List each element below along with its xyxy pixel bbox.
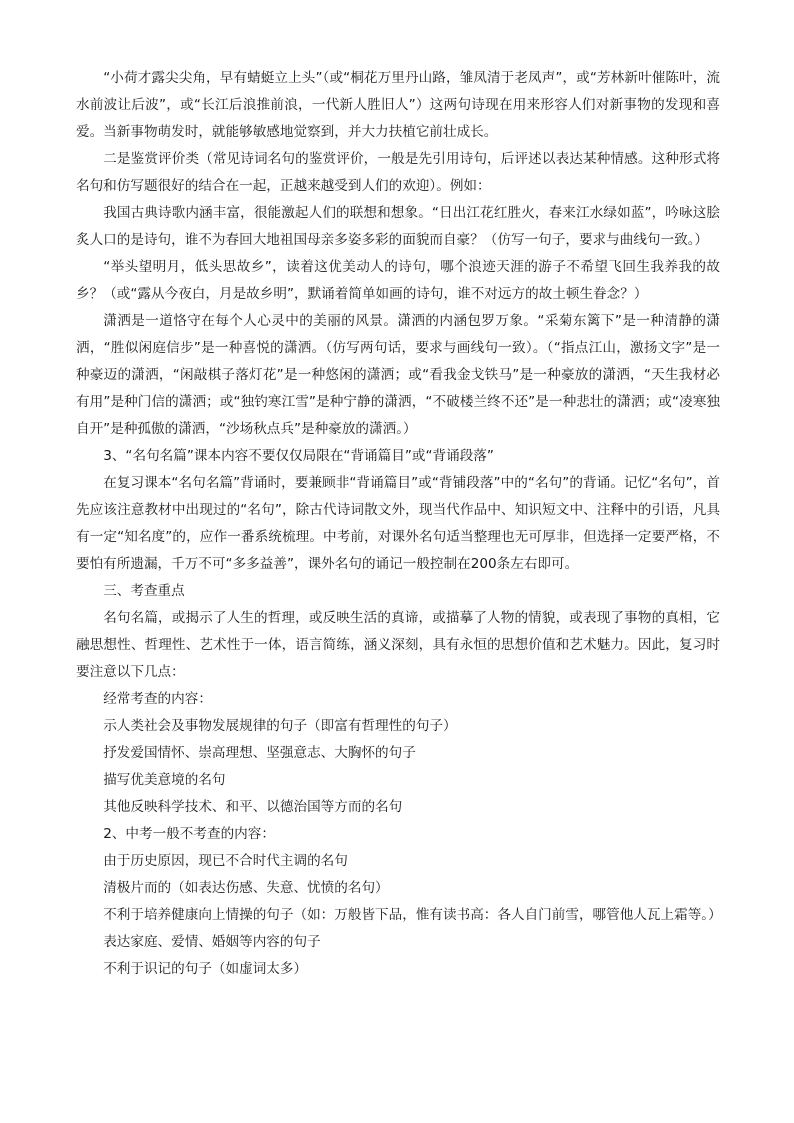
list-item: 不利于识记的句子（如虚词太多） [103, 961, 308, 977]
section-heading-key-points: 三、考查重点 [103, 583, 185, 599]
list-item: 表达家庭、爱情、婚姻等内容的句子 [103, 934, 321, 950]
list-item: 抒发爱国情怀、崇高理想、坚强意志、大胸怀的句子 [103, 745, 416, 761]
paragraph-review-textbook: 在复习课本“名句名篇”背诵时，要兼顾非“背诵篇目”或“背铺段落”中的“名句”的背诵。记忆“名句”，首先应该注意教材中出现过的“名句”，除古代诗词散文外，现当代作品中、知识短文中、注释中的引语，凡具有一定“知名度”的，应作一番系统梳理。中考前，对课外名句适当整理也无可厚非，但选择一定要严格，不要怕有所遗漏，千万不可“多多益善”，课外名句的诵记一般控制在200条左右即可。 [76, 475, 720, 572]
paragraph-example-poetry: 我国古典诗歌内涵丰富，很能激起人们的联想和想象。“日出江花红胜火，春来江水绿如蓝”，吟咏这脍炙人口的是诗句，谁不为春回大地祖国母亲多姿多彩的面貌而自豪？（仿写一句子，要求与曲线句一致。） [76, 205, 720, 248]
paragraph-famous-lines: 名句名篇，或揭示了人生的哲理，或反映生活的真谛，或描摹了人物的情貌，或表现了事物的真相，它融思想性、哲理性、艺术性于一体，语言简练，涵义深刻，具有永恒的思想价值和艺术魅力。因此，复习时要注意以下几点： [76, 610, 720, 680]
list-item: 其他反映科学技术、和平、以德治国等方而的名句 [103, 799, 403, 815]
section-heading-textbook-scope: 3、“名句名篇”课本内容不要仅仅局限在“背诵篇目”或“背诵段落” [103, 448, 494, 464]
list-heading-not-tested: 2、中考一般不考查的内容： [103, 826, 275, 842]
paragraph-elegance: 潇洒是一道恪守在每个人心灵中的美丽的风景。潇洒的内涵包罗万象。“采菊东篱下”是一种清静的潇洒，“胜似闲庭信步”是一种喜悦的潇洒。（仿写两句话，要求与画线句一致）。（“指点江山，激扬文字”是一种豪迈的潇洒，“闲敲棋子落灯花”是一种悠闲的潇洒；或“看我金戈铁马”是一种豪放的潇洒，“天生我材必有用”是种门信的潇洒；或“独钓寒江雪”是种宁静的潇洒，“不破楼兰终不还”是一种悲壮的潇洒；或“凌寒独自开”是种孤傲的潇洒，“沙场秋点兵”是种豪放的潇洒。） [76, 313, 720, 437]
document-body [76, 65, 720, 983]
list-item: 描写优美意境的名句 [103, 772, 226, 788]
list-heading-often-tested: 经常考查的内容： [103, 691, 212, 707]
paragraph-appreciation-type: 二是鉴赏评价类（常见诗词名句的鉴赏评价，一般是先引用诗句，后评述以表达某种情感。这种形式将名句和仿写题很好的结合在一起，正越来越受到人们的欢迎）。例如： [76, 151, 720, 194]
list-item: 示人类社会及事物发展规律的句子（即富有哲理性的句子） [103, 718, 457, 734]
paragraph-moon-homesick: “举头望明月，低头思故乡”，读着这优美动人的诗句，哪个浪迹天涯的游子不希望飞回生我养我的故乡？（或“露从今夜白，月是故乡明”，默诵着简单如画的诗句，谁不对远方的故土顿生眷念？） [76, 259, 720, 302]
list-item: 由于历史原因，现已不合时代主调的名句 [103, 853, 348, 869]
paragraph-new-things: “小荷才露尖尖角，早有蜻蜓立上头”（或“桐花万里丹山路，雏凤清于老凤声”，或“芳林新叶催陈叶，流水前波让后波”，或“长江后浪推前浪，一代新人胜旧人”）这两句诗现在用来形容人们对新事物的发现和喜爱。当新事物萌发时，就能够敏感地觉察到，并大力扶植它前壮成长。 [76, 70, 720, 140]
list-item-wrapped: 不利于培养健康向上情操的句子（如：万般皆下品，惟有读书高：各人自门前雪，哪管他人瓦上霜等。） [103, 907, 722, 923]
list-item: 清极片而的（如表达伤感、失意、忧愤的名句） [103, 880, 389, 896]
